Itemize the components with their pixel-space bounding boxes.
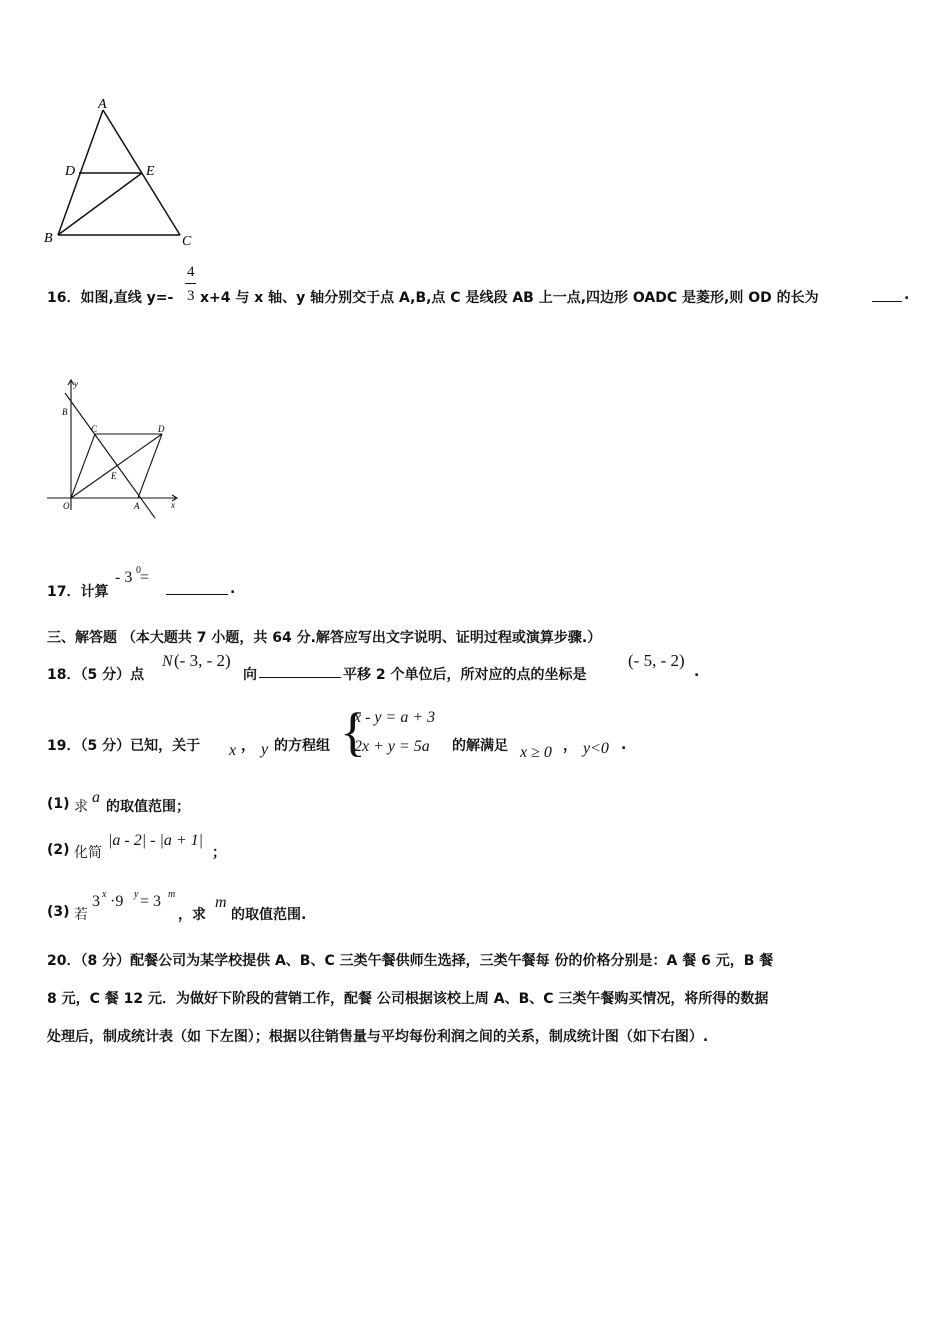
rhombus-figure xyxy=(45,375,185,525)
q19-2-post: ； xyxy=(212,845,226,861)
q19-var-y: y xyxy=(261,741,269,758)
label-b: B xyxy=(62,407,68,417)
q17-number: 17．计算 xyxy=(47,584,109,600)
q19-cond2: y<0 xyxy=(583,740,609,757)
q19-sep: ， xyxy=(241,738,255,754)
q16-frac-num: 4 xyxy=(187,264,195,280)
q19-3-exp2: y xyxy=(134,889,139,900)
segment-oc xyxy=(71,434,95,498)
q18-blank xyxy=(259,663,341,678)
label-y: y xyxy=(74,379,78,389)
q18-mid: 平移 2 个单位后，所对应的点的坐标是 xyxy=(343,667,587,683)
q19-number: 19．（5 分）已知，关于 xyxy=(47,738,201,754)
q19-eq1: x - y = a + 3 xyxy=(354,709,436,726)
q19-text3: 的解满足 xyxy=(452,738,508,754)
label-c: C xyxy=(182,234,192,249)
q16-frac-den: 3 xyxy=(187,288,195,304)
q19-cond1: x ≥ 0 xyxy=(520,744,552,761)
q18-number: 18．（5 分）点 xyxy=(47,667,145,683)
q19-3-exp1: x xyxy=(102,889,107,900)
label-e: E xyxy=(111,471,117,481)
segment-da xyxy=(138,434,162,498)
segment-be xyxy=(58,173,142,235)
triangle-figure xyxy=(40,95,210,255)
q19-1-pre: 求 xyxy=(74,799,88,815)
q20-line-3: 处理后，制成统计表（如 下左图）；根据以往销售量与平均每份利润之间的关系，制成统计图（如下右图）. xyxy=(47,1029,709,1045)
q18-coord: (- 3, - 2) xyxy=(174,651,231,670)
q19-3-mid: ·9 xyxy=(110,893,124,910)
q19-brace: { xyxy=(340,702,366,762)
q19-end: . xyxy=(621,737,627,753)
q17-exponent: 0 xyxy=(136,565,141,576)
label-e: E xyxy=(146,164,155,179)
label-x: x xyxy=(171,500,175,510)
q19-text2: 的方程组 xyxy=(274,738,330,754)
label-a: A xyxy=(98,97,107,112)
q16-end: . xyxy=(904,287,910,303)
label-d: D xyxy=(158,424,165,434)
q18-direction: 向 xyxy=(243,667,257,683)
q19-3-pre: 若 xyxy=(74,907,88,923)
q19-3-var: m xyxy=(215,894,227,911)
label-c: C xyxy=(91,424,98,434)
q19-3-post2: 的取值范围. xyxy=(231,907,307,923)
q16-blank xyxy=(872,287,902,302)
q18-result: (- 5, - 2) xyxy=(628,651,685,670)
segment-od xyxy=(71,434,162,498)
q19-eq2: 2x + y = 5a xyxy=(354,738,430,755)
q19-3-base: 3 xyxy=(92,893,100,910)
label-a: A xyxy=(134,501,140,511)
q16-number: 16．如图,直线 y=- xyxy=(47,290,174,306)
q19-3-exp3: m xyxy=(168,889,176,900)
q17-equals: = xyxy=(140,569,150,586)
q16-frac-bar xyxy=(185,283,196,284)
q17-expr: - 3 xyxy=(115,569,133,586)
q18-end: . xyxy=(694,664,700,680)
label-b: B xyxy=(44,231,53,246)
q19-2-pre: 化简 xyxy=(74,845,102,861)
q19-2-expr: |a - 2| - |a + 1| xyxy=(108,832,204,849)
q20-line-1: 20．（8 分）配餐公司为某学校提供 A、B、C 三类午餐供师生选择，三类午餐每 份的价格分别是：A 餐 6 元，B 餐 xyxy=(47,953,774,969)
q19-2-label: (2) xyxy=(47,842,70,858)
q16-text: x+4 与 x 轴、y 轴分别交于点 A,B,点 C 是线段 AB 上一点,四边形 OADC 是菱形,则 OD 的长为 xyxy=(200,290,819,306)
q19-3-eq: = 3 xyxy=(140,893,162,910)
line-ab xyxy=(65,393,155,518)
q19-1-post: 的取值范围； xyxy=(106,799,190,815)
q19-3-post: ，求 xyxy=(178,907,206,923)
q17-end: . xyxy=(230,581,236,597)
q20-line-2: 8 元，C 餐 12 元．为做好下阶段的营销工作，配餐 公司根据该校上周 A、B、C 三类午餐购买情况，将所得的数据 xyxy=(47,991,769,1007)
q19-var-x: x xyxy=(229,742,237,759)
q19-1-var: a xyxy=(92,789,100,806)
q18-point: N xyxy=(162,653,173,670)
q17-blank xyxy=(166,580,228,595)
label-o: O xyxy=(63,501,70,511)
q19-1-label: (1) xyxy=(47,796,70,812)
q19-3-label: (3) xyxy=(47,904,70,920)
section-3-heading: 三、解答题 （本大题共 7 小题，共 64 分.解答应写出文字说明、证明过程或演算步骤.） xyxy=(47,630,602,646)
q19-sep2: ， xyxy=(563,738,577,754)
label-d: D xyxy=(65,164,76,179)
